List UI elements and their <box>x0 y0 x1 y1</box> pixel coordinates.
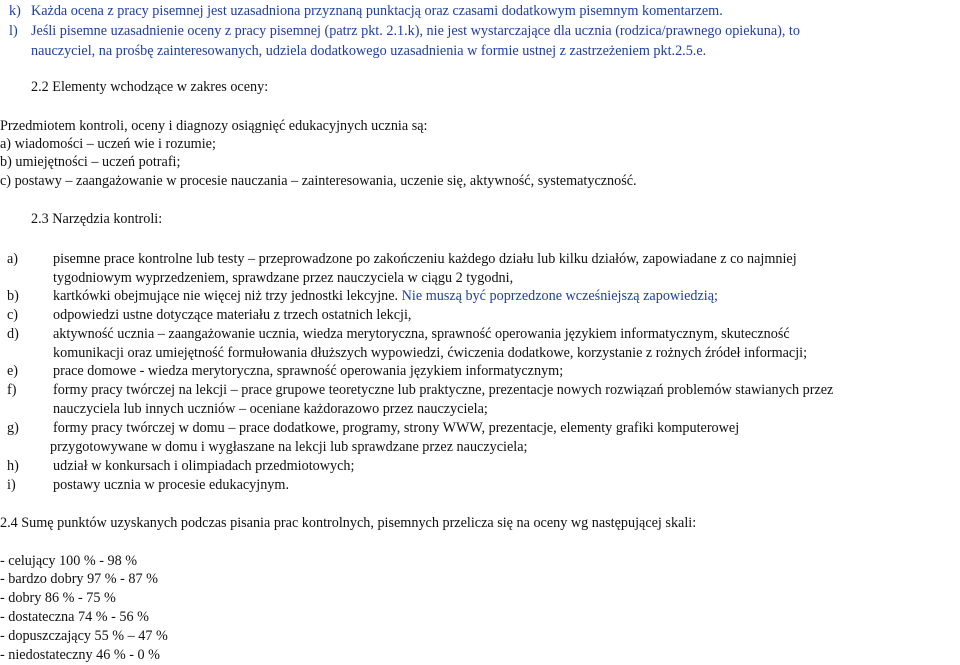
section-22-item-a: a) wiadomości – uczeń wie i rozumie; <box>0 136 216 152</box>
intro-item-l <box>9 22 800 40</box>
section-22-heading: 2.2 Elementy wchodzące w zakres oceny: <box>31 79 269 95</box>
item-marker: k) <box>9 3 21 19</box>
section-22-item-c: c) postawy – zaangażowanie w procesie nauczania – zainteresowania, uczenie się, aktywność, systematyczność. <box>0 173 637 189</box>
tool-item-d <box>7 325 790 343</box>
item-text: odpowiedzi ustne dotyczące materiału z trzech ostatnich lekcji, <box>53 307 412 323</box>
tool-item-g-cont: przygotowywane w domu i wygłaszane na lekcji lub sprawdzane przez nauczyciela; <box>50 439 528 455</box>
item-marker: a) <box>7 251 19 267</box>
tool-item-b <box>7 287 718 305</box>
item-text: pisemne prace kontrolne lub testy – przeprowadzone po zakończeniu każdego działu lub kilku działów, zapowiadane z co najmniej <box>53 251 797 267</box>
tool-item-e <box>7 362 563 380</box>
item-text: kartkówki obejmujące nie więcej niż trzy jednostki lekcyjne. <box>53 288 399 304</box>
item-text-note: Nie muszą być poprzedzone wcześniejszą zapowiedzią; <box>401 288 718 304</box>
grade-row-dopuszczajacy: - dopuszczający 55 % – 47 % <box>0 628 168 644</box>
tool-item-h <box>7 457 354 475</box>
tool-item-c <box>7 306 411 324</box>
item-marker: l) <box>9 23 18 39</box>
grade-row-niedostateczny: - niedostateczny 46 % - 0 % <box>0 647 160 663</box>
tool-item-a <box>7 250 797 268</box>
tool-item-i <box>7 476 289 494</box>
tool-item-a-cont: tygodniowym wyprzedzeniem, sprawdzane przez nauczyciela w ciągu 2 tygodni, <box>53 270 514 286</box>
item-marker: b) <box>7 288 19 304</box>
grade-row-celujacy: - celujący 100 % - 98 % <box>0 553 138 569</box>
item-text: postawy ucznia w procesie edukacyjnym. <box>53 477 289 493</box>
item-marker: e) <box>7 363 19 379</box>
item-marker: c) <box>7 307 19 323</box>
section-22-lead: Przedmiotem kontroli, oceny i diagnozy osiągnięć edukacyjnych ucznia są: <box>0 118 428 134</box>
grade-row-bardzo-dobry: - bardzo dobry 97 % - 87 % <box>0 571 158 587</box>
section-24-heading: 2.4 Sumę punktów uzyskanych podczas pisania prac kontrolnych, pisemnych przelicza się na oceny wg następującej skali: <box>0 515 697 531</box>
item-text: udział w konkursach i olimpiadach przedmiotowych; <box>53 458 355 474</box>
item-text: aktywność ucznia – zaangażowanie ucznia, wiedza merytoryczna, sprawność operowania językiem informatycznym, skuteczność <box>53 326 790 342</box>
item-marker: d) <box>7 326 19 342</box>
item-text: formy pracy twórczej na lekcji – prace grupowe teoretyczne lub praktyczne, prezentacje nowych rozwiązań problemów stawianych przez <box>53 382 834 398</box>
item-marker: g) <box>7 420 19 436</box>
section-23-heading: 2.3 Narzędzia kontroli: <box>31 211 163 227</box>
grade-row-dobry: - dobry 86 % - 75 % <box>0 590 116 606</box>
item-text: Każda ocena z pracy pisemnej jest uzasadniona przyznaną punktacją oraz czasami dodatkowym pisemnym komentarzem. <box>31 3 723 19</box>
tool-item-f <box>7 381 833 399</box>
item-text: prace domowe - wiedza merytoryczna, sprawność operowania językiem informatycznym; <box>53 363 564 379</box>
intro-item-k <box>9 2 723 20</box>
item-marker: f) <box>7 382 17 398</box>
intro-item-l-cont: nauczyciel, na prośbę zainteresowanych, udziela dodatkowego uzasadnienia w formie ustnej z zastrzeżeniem pkt.2.5.e. <box>31 43 707 59</box>
item-text: formy pracy twórczej w domu – prace dodatkowe, programy, strony WWW, prezentacje, elementy grafiki komputerowej <box>53 420 740 436</box>
tool-item-g <box>7 419 739 437</box>
item-text: Jeśli pisemne uzasadnienie oceny z pracy pisemnej (patrz pkt. 2.1.k), nie jest wystarczające dla ucznia (rodzica/prawnego opiekuna), to <box>31 23 800 39</box>
section-22-item-b: b) umiejętności – uczeń potrafi; <box>0 154 181 170</box>
grade-row-dostateczna: - dostateczna 74 % - 56 % <box>0 609 149 625</box>
item-marker: h) <box>7 458 19 474</box>
item-marker: i) <box>7 477 16 493</box>
tool-item-d-cont: komunikacji oraz umiejętność formułowania dłuższych wypowiedzi, ćwiczenia dodatkowe, korzystanie z rożnych źródeł informacji; <box>53 345 808 361</box>
tool-item-f-cont: nauczyciela lub innych uczniów – oceniane każdorazowo przez nauczyciela; <box>53 401 488 417</box>
